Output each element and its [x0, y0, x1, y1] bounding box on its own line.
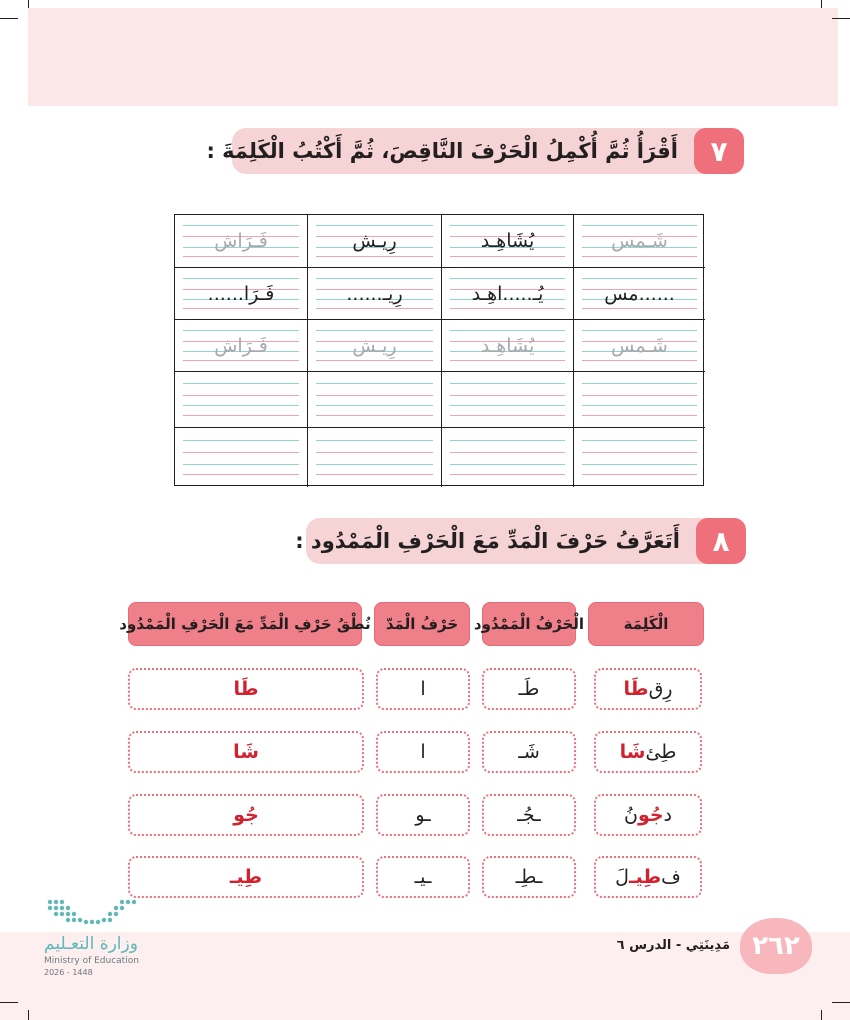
section8-number: ٨	[696, 518, 746, 564]
extended-letter-cell: ـطِـ	[482, 856, 576, 898]
section7-title: أَقْرَأُ ثُمَّ أُكْمِلُ الْحَرْفَ النَّاقِصَ، ثُمَّ أَكْتُبُ الْكَلِمَةَ :	[206, 139, 678, 163]
lesson-label: مَدِينَتِي - الدرس ٦	[616, 938, 730, 953]
header-extended-letter: الْحَرْفُ الْمَمْدُود	[482, 602, 576, 646]
practice-cell-text: يُـ.....اهِـد	[471, 282, 544, 305]
practice-cell	[175, 371, 307, 427]
practice-cell-text: فَـرَا......	[207, 282, 275, 305]
pronunciation-cell: طِيـ	[128, 856, 364, 898]
word-colored: شَا	[619, 741, 646, 763]
word-colored: طَا	[623, 678, 649, 700]
practice-cell-text: ......مس	[604, 282, 675, 305]
madd-letter-cell: ـيـ	[376, 856, 470, 898]
practice-cell	[573, 215, 705, 267]
header-pronunciation: نُطْقُ حَرْفِ الْمَدِّ مَعَ الْحَرْفِ الْمَمْدُود	[128, 602, 362, 646]
practice-cell-text: فَـرَاش	[214, 230, 268, 252]
practice-cell	[441, 427, 573, 487]
crop-mark	[0, 1002, 18, 1003]
practice-cell-text	[175, 372, 307, 427]
practice-cell-text	[308, 428, 441, 487]
word-cell	[594, 668, 702, 710]
practice-cell-text: شَـمس	[611, 334, 668, 357]
word-colored: طِيـ	[628, 866, 662, 888]
practice-cell-text	[442, 372, 573, 427]
ministry-name-arabic: وزارة التعـليم	[44, 934, 138, 954]
crop-mark	[0, 18, 18, 19]
edition-year: 2026 - 1448	[44, 968, 93, 977]
header-word: الْكَلِمَة	[588, 602, 704, 646]
practice-cell	[441, 215, 573, 267]
practice-cell-text: رِيـش	[352, 230, 397, 252]
practice-cell	[307, 427, 441, 487]
section8-title: أَتَعَرَّفُ حَرْفَ الْمَدِّ مَعَ الْحَرْفِ الْمَمْدُود :	[295, 529, 680, 553]
practice-cell	[175, 319, 307, 371]
word-cell	[594, 731, 702, 773]
extended-letter-cell: طَـ	[482, 668, 576, 710]
madd-letter-cell: ا	[376, 668, 470, 710]
practice-cell	[573, 371, 705, 427]
word-cell	[594, 794, 702, 836]
extended-letter-cell: ـجُـ	[482, 794, 576, 836]
practice-cell	[441, 319, 573, 371]
page-number-badge: ٢٦٢	[740, 918, 812, 974]
practice-cell	[573, 267, 705, 319]
practice-cell	[573, 427, 705, 487]
word-cell	[594, 856, 702, 898]
practice-cell	[175, 427, 307, 487]
madd-letter-cell: ا	[376, 731, 470, 773]
practice-cell-text: رِيـش	[352, 334, 397, 357]
practice-cell-text: فَـرَاش	[214, 334, 268, 357]
crop-mark	[821, 0, 822, 8]
practice-cell-text	[175, 428, 307, 487]
writing-practice-grid	[174, 214, 704, 486]
practice-cell	[175, 215, 307, 267]
extended-letter-cell: شَـ	[482, 731, 576, 773]
word-prefix: نُ	[623, 804, 638, 826]
practice-cell	[441, 371, 573, 427]
practice-cell	[441, 267, 573, 319]
ministry-name-english: Ministry of Education	[44, 956, 139, 966]
practice-cell	[307, 371, 441, 427]
practice-cell-text: شَـمس	[611, 230, 668, 252]
word-rest: طِئ	[645, 741, 677, 763]
practice-cell	[573, 319, 705, 371]
pronunciation-cell: جُو	[128, 794, 364, 836]
practice-cell-text: يُشَاهِـد	[480, 334, 535, 357]
top-decorative-band	[28, 8, 838, 106]
crop-mark	[832, 18, 850, 19]
practice-cell	[175, 267, 307, 319]
practice-cell-text	[442, 428, 573, 487]
crop-mark	[832, 1002, 850, 1003]
word-prefix: لَ	[615, 866, 629, 888]
word-rest: د	[663, 804, 673, 826]
practice-cell-text	[574, 428, 705, 487]
practice-cell-text	[574, 372, 705, 427]
crop-mark	[28, 0, 29, 8]
practice-cell	[307, 319, 441, 371]
practice-cell	[307, 267, 441, 319]
practice-cell	[307, 215, 441, 267]
madd-letter-cell: ـو	[376, 794, 470, 836]
word-rest: ف	[661, 866, 681, 888]
section7-header	[206, 128, 744, 174]
practice-cell-text: يُشَاهِـد	[480, 230, 535, 252]
crop-mark	[28, 1010, 29, 1020]
pronunciation-cell: طَا	[128, 668, 364, 710]
crop-mark	[821, 1010, 822, 1020]
practice-cell-text: رِيـ......	[346, 282, 403, 305]
section8-header	[295, 518, 746, 564]
ministry-logo-icon	[44, 896, 140, 930]
word-colored: جُو	[637, 804, 664, 826]
practice-cell-text	[308, 372, 441, 427]
pronunciation-cell: شَا	[128, 731, 364, 773]
header-madd-letter: حَرْفُ الْمَدّ	[374, 602, 470, 646]
section7-number: ٧	[694, 128, 744, 174]
word-rest: رِق	[648, 678, 673, 700]
